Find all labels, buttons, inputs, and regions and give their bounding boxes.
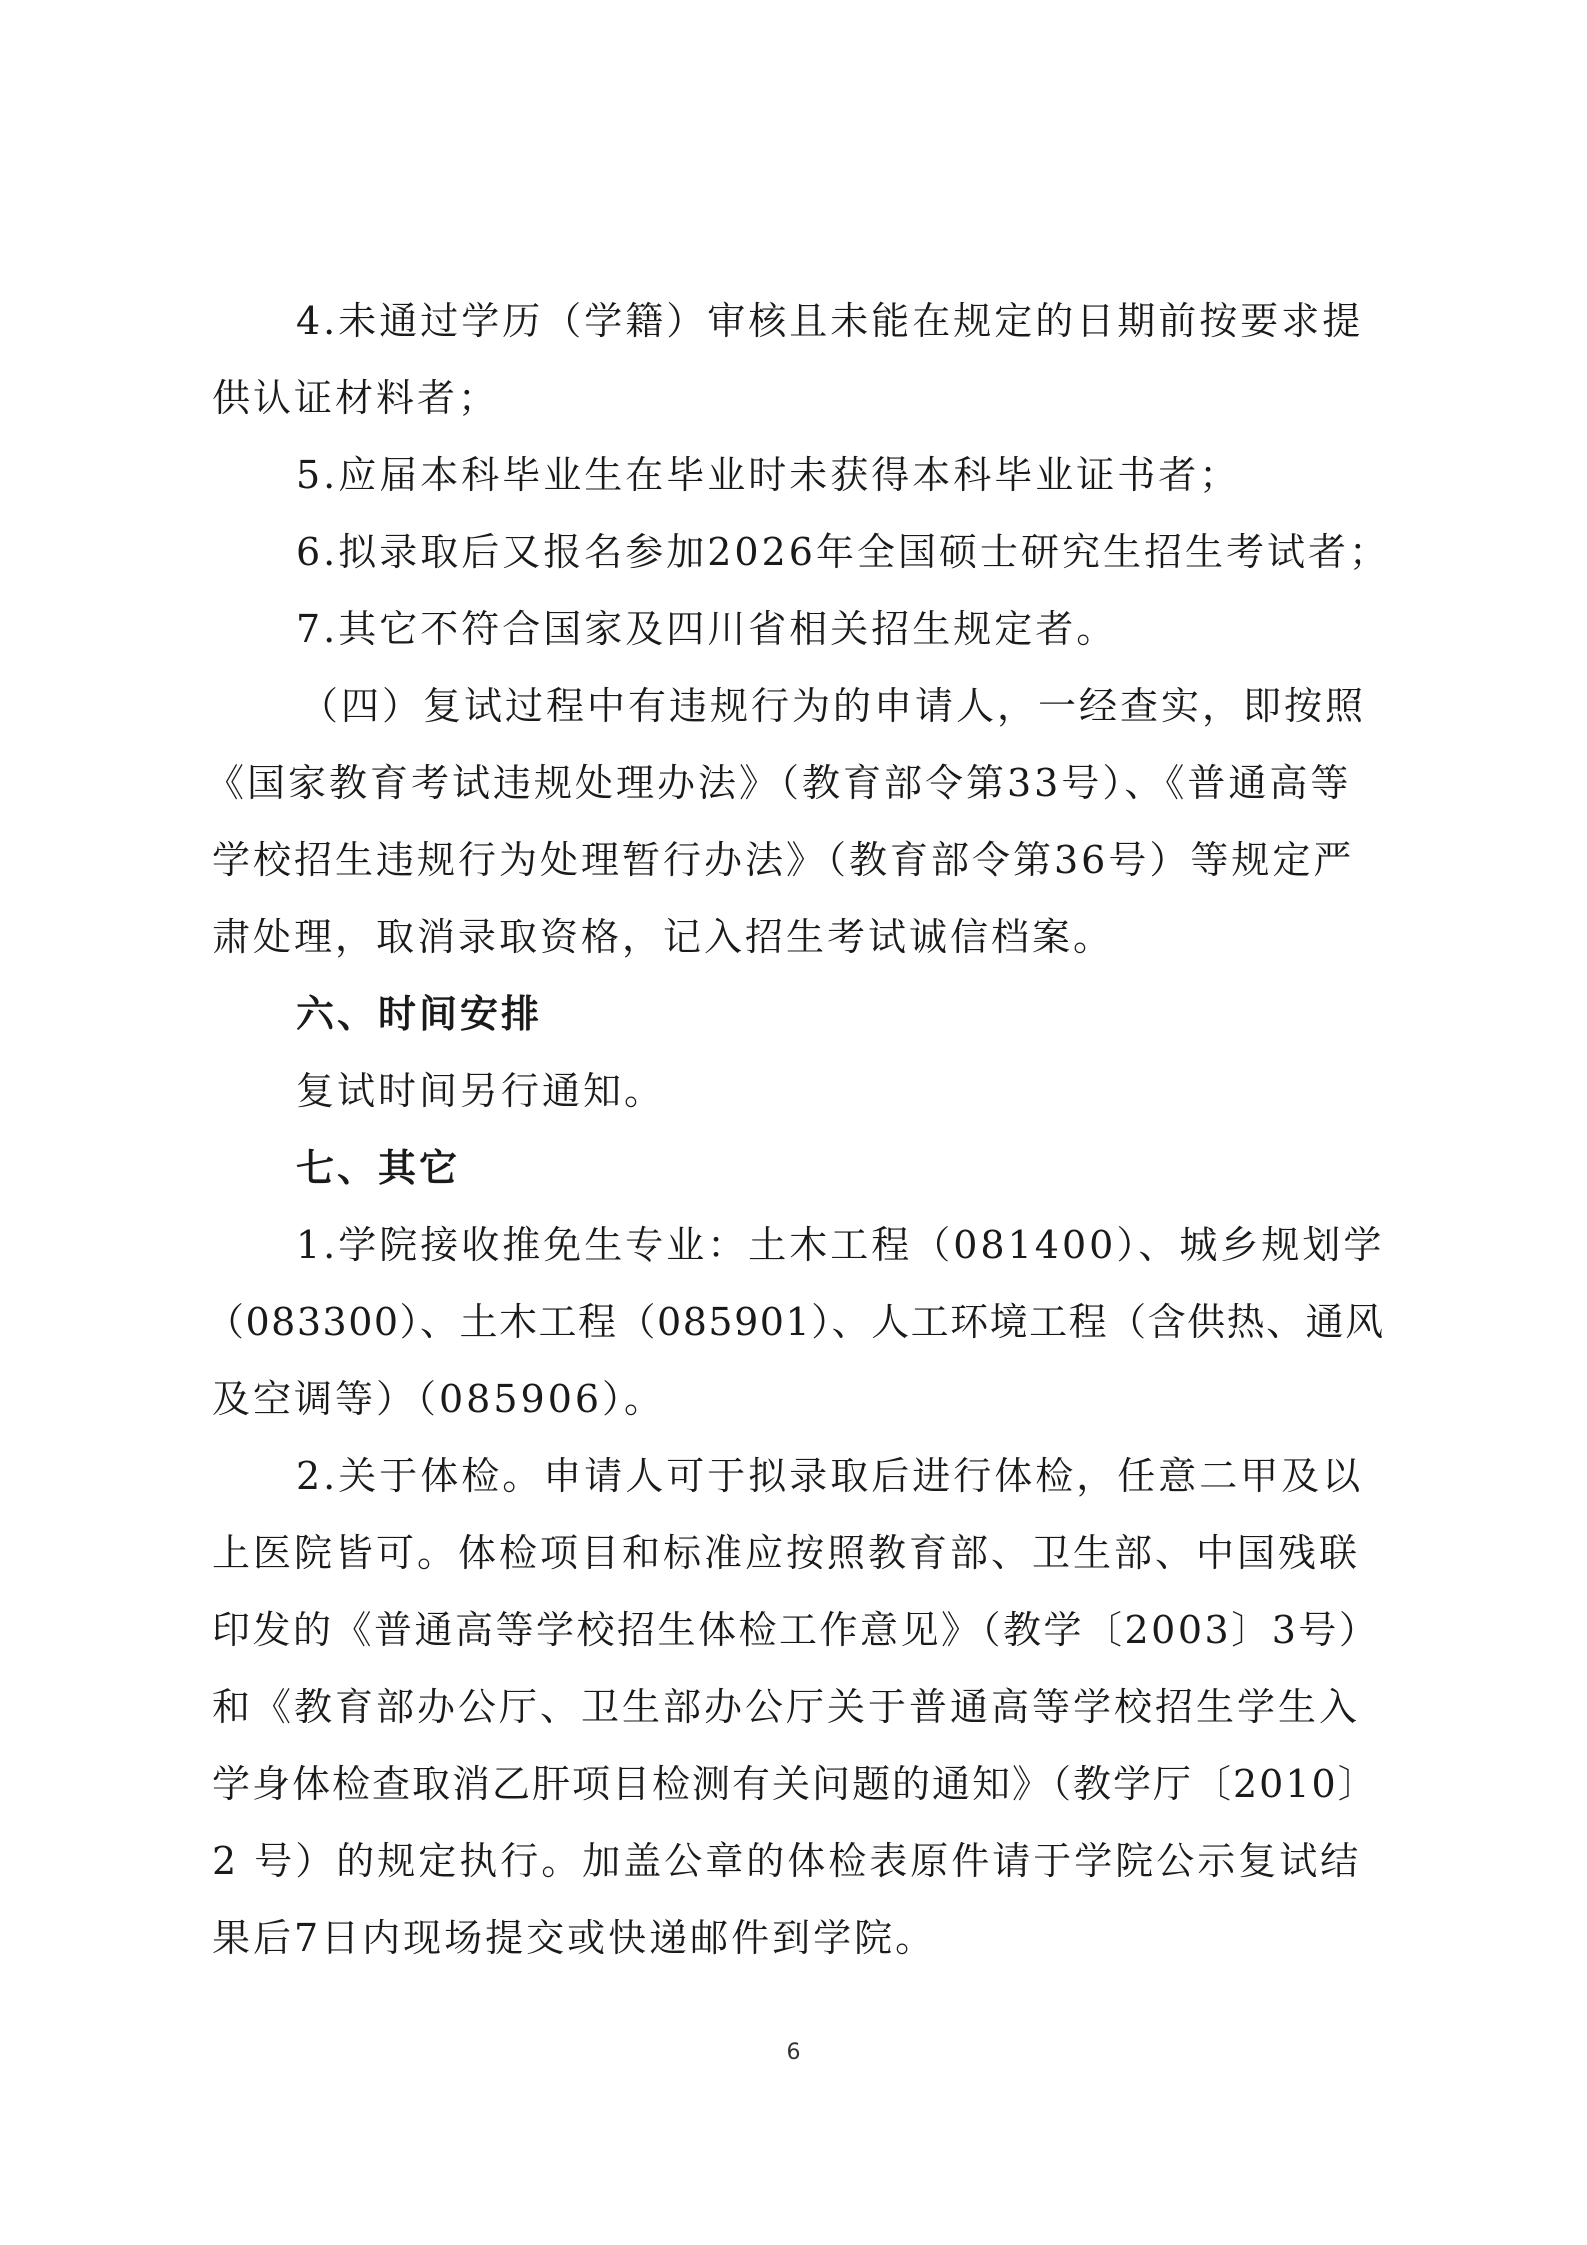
- page-number: 6: [786, 2040, 801, 2065]
- text-line: 5.应届本科毕业生在毕业时未获得本科毕业证书者；: [296, 453, 1241, 497]
- text-line: 1.学院接收推免生专业：土木工程（081400）、城乡规划学: [296, 1223, 1385, 1267]
- section-heading: 六、时间安排: [296, 992, 543, 1036]
- text-line: 学身体检查取消乙肝项目检测有关问题的通知》（教学厅〔2010〕: [212, 1762, 1378, 1806]
- text-line: 学校招生违规行为处理暂行办法》（教育部令第36号）等规定严: [212, 838, 1355, 882]
- section-heading: 七、其它: [296, 1146, 461, 1190]
- text-line: 果后7日内现场提交或快递邮件到学院。: [212, 1916, 937, 1960]
- text-line: 印发的《普通高等学校招生体检工作意见》（教学〔2003〕3号）: [212, 1608, 1380, 1652]
- text-line: 2.关于体检。申请人可于拟录取后进行体检，任意二甲及以: [296, 1454, 1364, 1498]
- text-line: 肃处理，取消录取资格，记入招生考试诚信档案。: [212, 915, 1115, 959]
- text-line: （四）复试过程中有违规行为的申请人，一经查实，即按照: [300, 684, 1367, 728]
- text-line: （083300）、土木工程（085901）、人工环境工程（含供热、通风: [206, 1300, 1385, 1344]
- text-line: 供认证材料者；: [212, 376, 500, 420]
- text-line: 和《教育部办公厅、卫生部办公厅关于普通高等学校招生学生入: [212, 1685, 1361, 1729]
- text-line: 及空调等）（085906）。: [212, 1377, 666, 1421]
- text-line: 6.拟录取后又报名参加2026年全国硕士研究生招生考试者；: [296, 530, 1390, 574]
- text-line: 7.其它不符合国家及四川省相关招生规定者。: [296, 607, 1118, 651]
- text-line: 《国家教育考试违规处理办法》（教育部令第33号）、《普通高等: [206, 761, 1352, 805]
- text-line: 复试时间另行通知。: [296, 1069, 666, 1113]
- text-line: 2 号）的规定执行。加盖公章的体检表原件请于学院公示复试结: [212, 1839, 1362, 1883]
- text-line: 上医院皆可。体检项目和标准应按照教育部、卫生部、中国残联: [212, 1531, 1361, 1575]
- text-line: 4.未通过学历（学籍）审核且未能在规定的日期前按要求提: [296, 299, 1364, 343]
